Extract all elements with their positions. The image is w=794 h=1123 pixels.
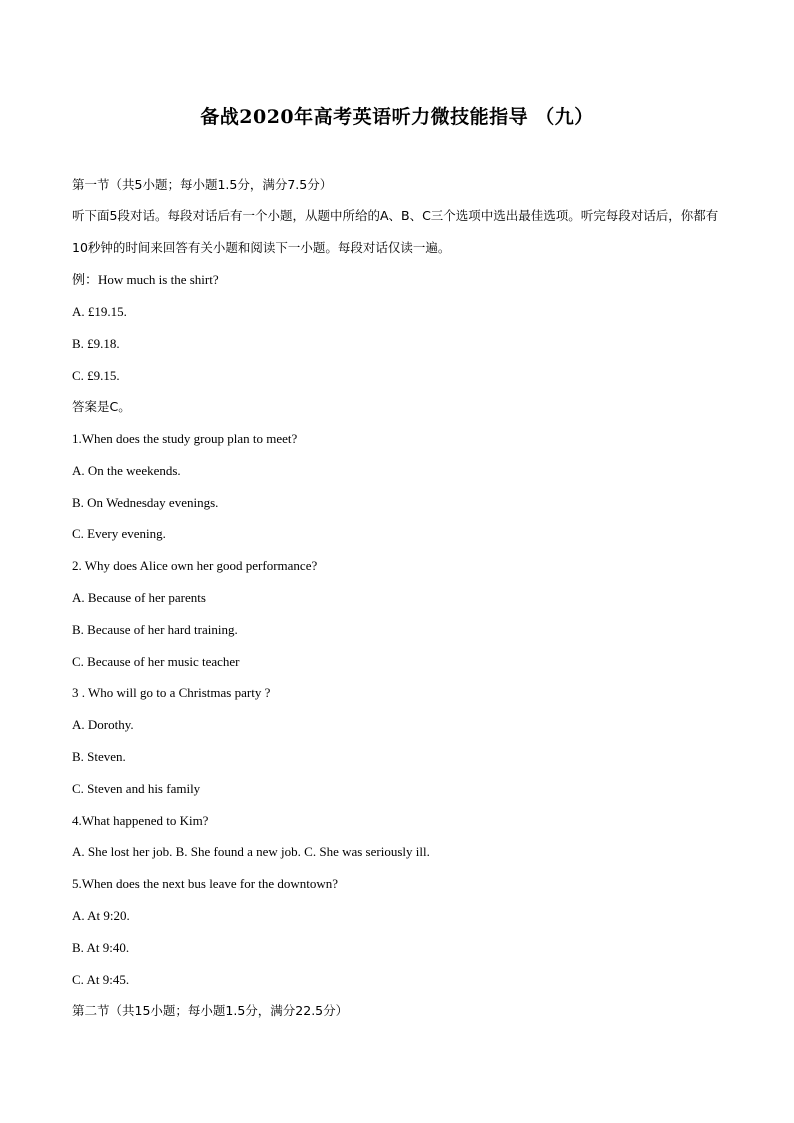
example-option-a: A. £19.15. [72,304,127,319]
question-4-stem: 4.What happened to Kim? [72,813,209,828]
question-1-option-a: A. On the weekends. [72,463,181,478]
instructions-paragraph: 听下面5段对话。每段对话后有一个小题，从题中所给的A、B、C三个选项中选出最佳选项。听完每段对话后，你都有10秒钟的时间来回答有关小题和阅读下一小题。每段对话仅读一遍。 [72,208,719,255]
question-1-option-c: C. Every evening. [72,526,166,541]
example-question: 例：How much is the shirt? [72,272,219,287]
section1-header: 第一节（共5小题；每小题1.5分，满分7.5分） [72,177,333,192]
example-option-b: B. £9.18. [72,336,120,351]
question-2-option-b: B. Because of her hard training. [72,622,238,637]
question-1-stem: 1.When does the study group plan to meet? [72,431,298,446]
question-1-option-b: B. On Wednesday evenings. [72,495,219,510]
question-5-option-b: B. At 9:40. [72,940,130,955]
question-5-stem: 5.When does the next bus leave for the downtown? [72,876,339,891]
example-answer: 答案是C。 [72,399,131,414]
example-option-c: C. £9.15. [72,368,120,383]
question-2-option-c: C. Because of her music teacher [72,654,240,669]
question-2-option-a: A. Because of her parents [72,590,206,605]
question-4-options: A. She lost her job. B. She found a new job. C. She was seriously ill. [72,844,430,859]
question-2-stem: 2. Why does Alice own her good performance? [72,558,318,573]
question-3-stem: 3 . Who will go to a Christmas party ? [72,685,271,700]
section2-header: 第二节（共15小题；每小题1.5分，满分22.5分） [72,1003,349,1018]
question-5-option-a: A. At 9:20. [72,908,130,923]
question-3-option-c: C. Steven and his family [72,781,201,796]
question-5-option-c: C. At 9:45. [72,972,130,987]
question-3-option-b: B. Steven. [72,749,126,764]
question-3-option-a: A. Dorothy. [72,717,134,732]
page-title: 备战2020年高考英语听力微技能指导 （九） [200,106,594,128]
